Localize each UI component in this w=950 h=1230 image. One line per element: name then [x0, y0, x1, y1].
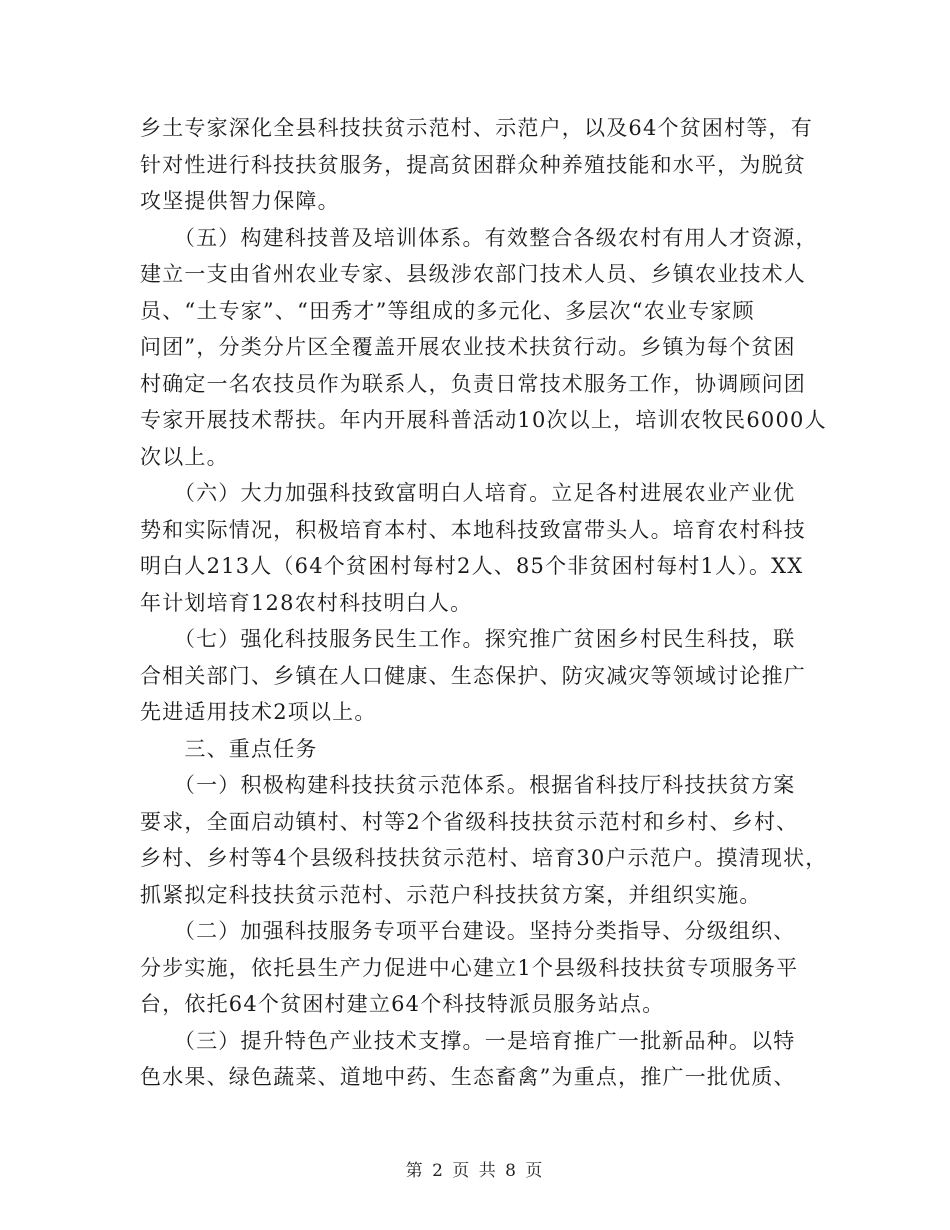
text-line: 先进适用技术2项以上。: [140, 700, 377, 724]
text-line: 分步实施，依托县生产力促进中心建立1个县级科技扶贫专项服务平: [140, 955, 799, 980]
text-line: 年计划培育128农村科技明白人。: [140, 590, 473, 615]
text-line: 色水果、绿色蔬菜、道地中药、生态畜禽”为重点，推广一批优质、: [140, 1065, 796, 1089]
document-body: [140, 110, 828, 1096]
text-line: （七）强化科技服务民生工作。探究推广贫困乡村民生科技，联: [140, 627, 796, 651]
text-line: 势和实际情况，积极培育本村、本地科技致富带头人。培育农村科技: [140, 517, 806, 542]
text-line: 明白人213人（64个贫困村每村2人、85个非贫困村每村1人）。XX: [140, 554, 804, 578]
text-line: 村确定一名农技员作为联系人，负责日常技术服务工作，协调顾问团: [140, 371, 806, 396]
text-line: 建立一支由省州农业专家、县级涉农部门技术人员、乡镇农业技术人: [140, 262, 806, 286]
text-line: 乡村、乡村等4个县级科技扶贫示范村、培育30户示范户。摸清现状，: [140, 846, 828, 870]
text-line: 专家开展技术帮扶。年内开展科普活动10次以上，培训农牧民6000人: [140, 408, 827, 432]
text-line: 攻坚提供智力保障。: [140, 189, 340, 213]
text-line: 次以上。: [140, 444, 229, 469]
text-line: 抓紧拟定科技扶贫示范村、示范户科技扶贫方案，并组织实施。: [140, 882, 762, 907]
text-line: 员、“土专家”、“田秀才”等组成的多元化、多层次“农业专家顾: [140, 298, 755, 323]
text-line: （二）加强科技服务专项平台建设。坚持分类指导、分级组织、: [140, 919, 796, 943]
section-heading: 三、重点任务: [140, 736, 318, 761]
text-line: 台，依托64个贫困村建立64个科技特派员服务站点。: [140, 992, 665, 1016]
text-line: 要求，全面启动镇村、村等2个省级科技扶贫示范村和乡村、乡村、: [140, 809, 799, 834]
text-line: （三）提升特色产业技术支撑。一是培育推广一批新品种。以特: [140, 1028, 796, 1053]
text-line: 针对性进行科技扶贫服务，提高贫困群众种养殖技能和水平，为脱贫: [140, 152, 806, 177]
page-number-footer: 第 2 页 共 8 页: [405, 1161, 545, 1181]
text-line: （一）积极构建科技扶贫示范体系。根据省科技厅科技扶贫方案: [140, 773, 796, 797]
text-line: 合相关部门、乡镇在人口健康、生态保护、防灾减灾等领域讨论推广: [140, 663, 806, 688]
text-line: 问团”，分类分片区全覆盖开展农业技术扶贫行动。乡镇为每个贫困: [140, 335, 796, 359]
text-line: （六）大力加强科技致富明白人培育。立足各村进展农业产业优: [140, 481, 796, 505]
text-line: 乡土专家深化全县科技扶贫示范村、示范户，以及64个贫困村等，有: [140, 116, 813, 140]
text-line: （五）构建科技普及培训体系。有效整合各级农村有用人才资源，: [140, 225, 818, 250]
